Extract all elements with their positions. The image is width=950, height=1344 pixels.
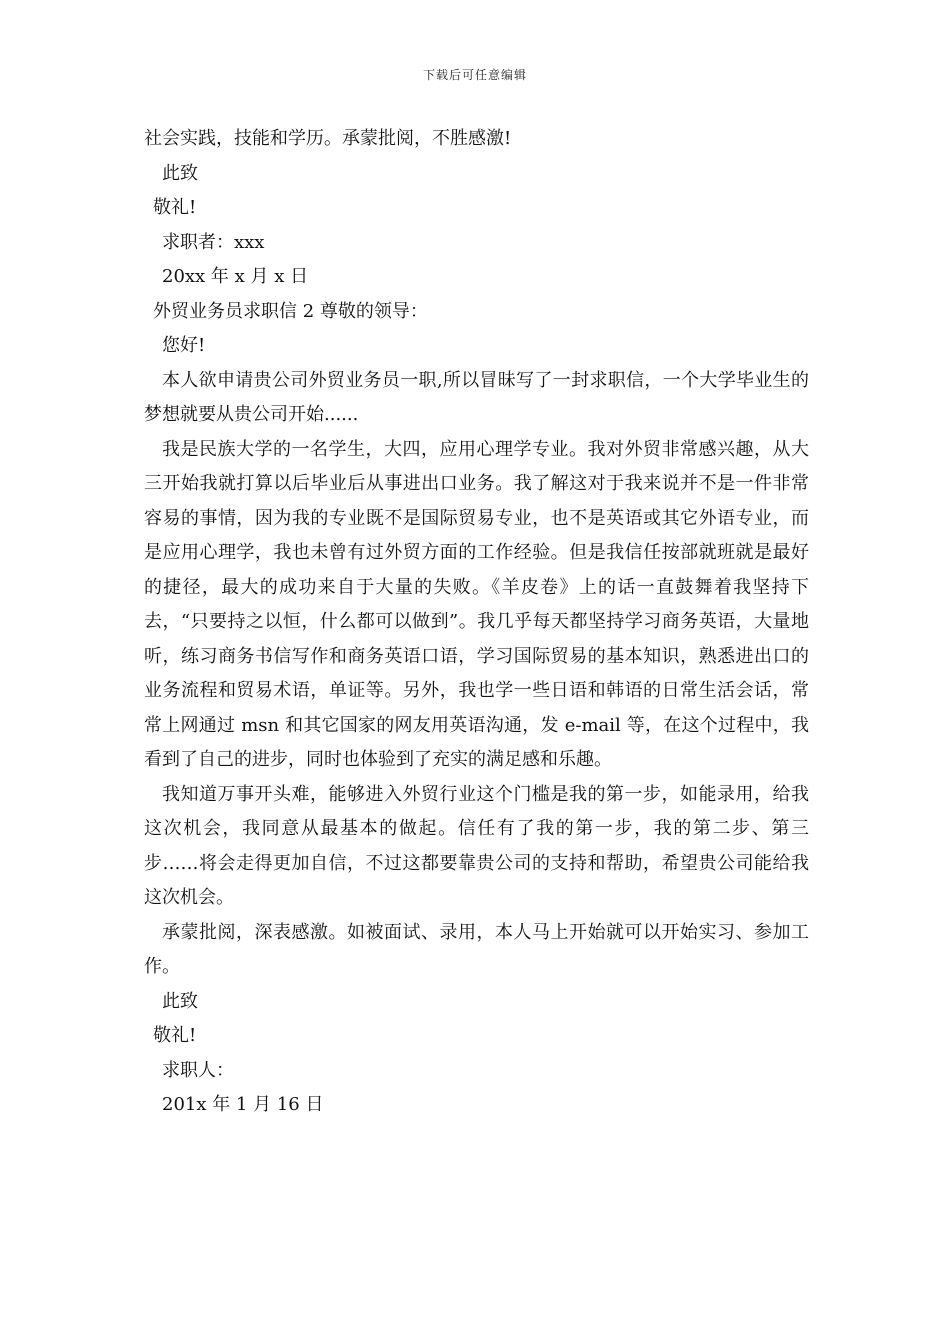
signature-line: 求职者：xxx	[162, 231, 265, 253]
signature-line: 求职人：	[162, 1059, 234, 1081]
text-line: 社会实践，技能和学历。承蒙批阅，不胜感激!	[144, 128, 512, 149]
closing-salutation: 此致	[162, 162, 198, 184]
paragraph: 承蒙批阅，深表感激。如被面试、录用，本人马上开始就可以开始实习、参加工作。	[144, 921, 809, 977]
greeting: 您好!	[162, 335, 206, 356]
section-heading: 外贸业务员求职信 2 尊敬的领导：	[153, 300, 428, 322]
page-header: 下载后可任意编辑	[422, 68, 527, 82]
paragraph: 本人欲申请贵公司外贸业务员一职,所以冒昧写了一封求职信，一个大学毕业生的梦想就要从贵公司开始......	[144, 369, 809, 425]
closing-regards: 敬礼!	[153, 197, 197, 218]
closing-regards: 敬礼!	[153, 1025, 197, 1046]
paragraph: 我知道万事开头难，能够进入外贸行业这个门槛是我的第一步，如能录用，给我这次机会，我同意从最基本的做起。信任有了我的第一步，我的第二步、第三步……将会走得更加自信，不过这都要靠贵公司的支持和帮助，希望贵公司能给我这次机会。	[144, 783, 809, 908]
date-line: 201x 年 1 月 16 日	[162, 1094, 324, 1115]
date-line: 20xx 年 x 月 x 日	[162, 266, 309, 287]
closing-salutation: 此致	[162, 990, 198, 1012]
paragraph: 我是民族大学的一名学生，大四，应用心理学专业。我对外贸非常感兴趣，从大三开始我就打算以后毕业后从事进出口业务。我了解这对于我来说并不是一件非常容易的事情，因为我的专业既不是国际贸易专业，也不是英语或其它外语专业，而是应用心理学，我也未曾有过外贸方面的工作经验。但是我信任按部就班就是最好的捷径，最大的成功来自于大量的失败。《羊皮卷》上的话一直鼓舞着我坚持下去，“只要持之以恒，什么都可以做到”。我几乎每天都坚持学习商务英语，大量地听，练习商务书信写作和商务英语口语，学习国际贸易的基本知识，熟悉进出口的业务流程和贸易术语，单证等。另外，我也学一些日语和韩语的日常生活会话，常常上网通过 msn 和其它国家的网友用英语沟通，发 e-mail 等，在这个过程中，我看到了自己的进步，同时也体验到了充实的满足感和乐趣。	[144, 438, 809, 770]
document-body	[144, 122, 809, 1123]
